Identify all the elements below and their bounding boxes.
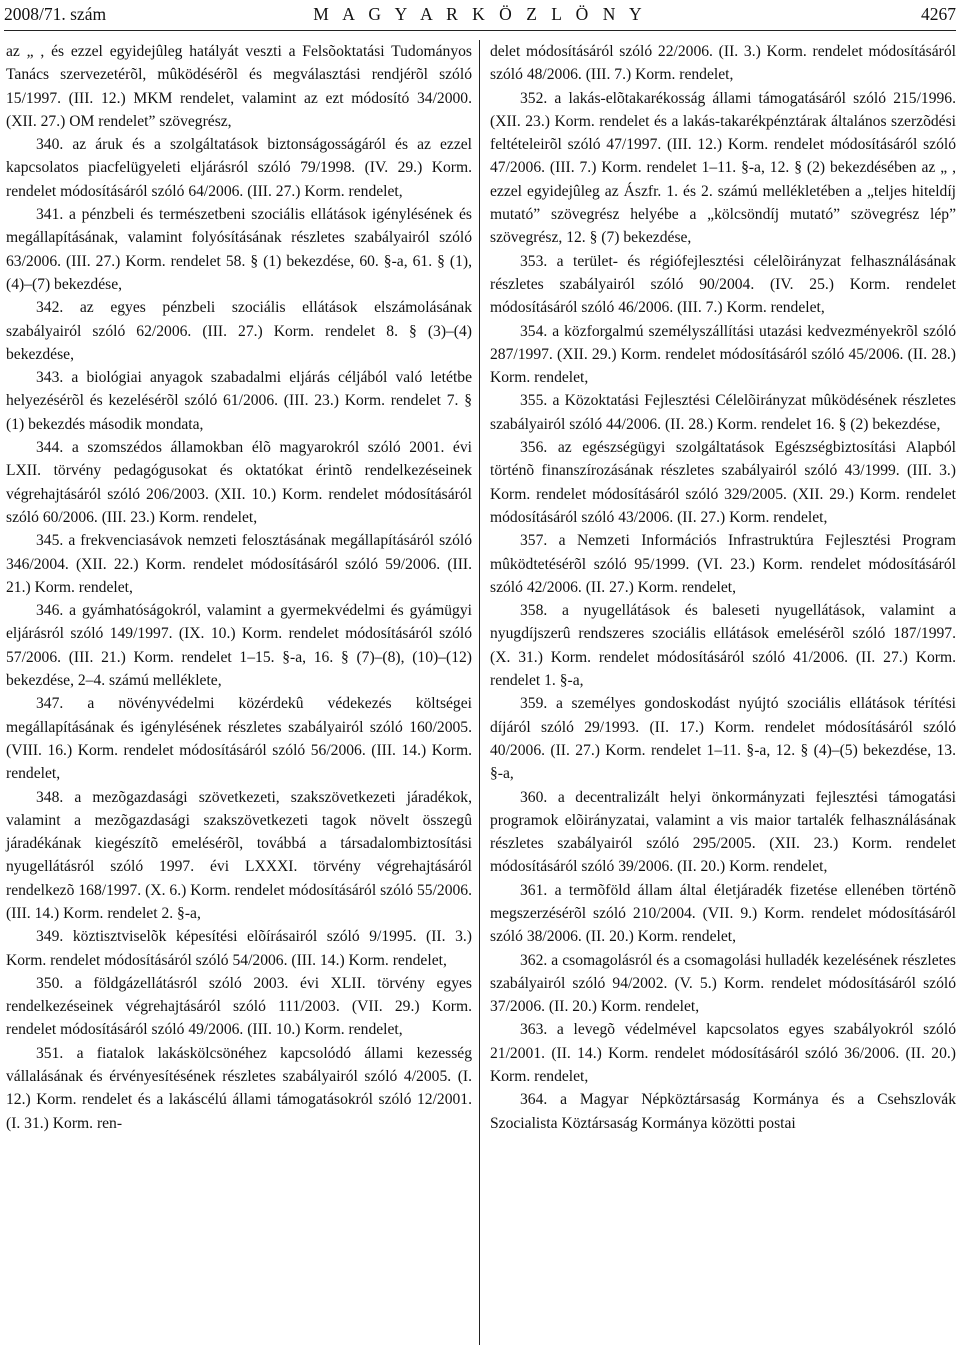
publication-title: M A G Y A R K Ö Z L Ö N Y: [313, 4, 647, 24]
list-item: 344. a szomszédos államokban élõ magyarokról szóló 2001. évi LXII. törvény pedagógusokat és oktatókat érintõ rendelkezéseinek végrehajtásáról szóló 206/2003. (XII. 10.) Korm. rendelet módosításáról szóló 60/2006. (III. 23.) Korm. rendelet,: [6, 439, 472, 526]
list-item: az „ , és ezzel egyidejûleg hatályát veszti a Felsõoktatási Tudományos Tanács szervezetérõl, mûködésérõl és megválasztási rendjérõl szóló 15/1997. (III. 12.) MKM rendelet, valamint az ezt módosító 34/2000. (XII. 27.) OM rendelet” szövegrész,: [6, 43, 472, 130]
list-item: 348. a mezõgazdasági szövetkezeti, szakszövetkezeti járadékok, valamint a mezõgazdasági szakszövetkezeti tagok növelt összegû járadékának kiegészítõ emelésérõl, továbbá a társadalombiztosítási nyugellátásról szóló 1997. évi LXXXI. törvény végrehajtásáról rendelkezõ 168/1997. (X. 6.) Korm. rendelet módosításáról szóló 55/2006. (III. 14.) Korm. rendelet 2. §-a,: [6, 788, 472, 922]
page-number: 4267: [921, 4, 956, 24]
page-header: [4, 4, 956, 31]
list-item: 360. a decentralizált helyi önkormányzati fejlesztési támogatási programok elõirányzatai, valamint a vis maior tartalék felhasználásának részletes szabályairól szóló 295/2005. (XII. 23.) Korm. rendelet módosításáról szóló 39/2006. (II. 20.) Korm. rendelet,: [490, 788, 956, 876]
list-item: delet módosításáról szóló 22/2006. (II. 3.) Korm. rendelet módosításáról szóló 48/2006. (III. 7.) Korm. rendelet,: [490, 43, 956, 84]
list-item: 361. a termõföld állam által életjáradék fizetése ellenében történõ megszerzésérõl szóló 210/2004. (VII. 9.) Korm. rendelet módosításáról szóló 38/2006. (II. 20.) Korm. rendelet,: [490, 881, 956, 946]
list-item: 359. a személyes gondoskodást nyújtó szociális ellátások térítési díjáról szóló 29/1993. (II. 17.) Korm. rendelet módosításáról szóló 40/2006. (II. 27.) Korm. rendelet 1–11. §-a, 12. § (4)–(5) bekezdése, 13. §-a,: [490, 695, 956, 783]
list-item: 353. a terület- és régiófejlesztési célelõirányzat felhasználásának részletes szabályairól szóló 90/2004. (IV. 25.) Korm. rendelet módosításáról szóló 46/2006. (III. 7.) Korm. rendelet,: [490, 252, 956, 317]
list-item: 357. a Nemzeti Információs Infrastruktúra Fejlesztési Program mûködtetésérõl szóló 95/1999. (VI. 23.) Korm. rendelet módosításáról szóló 42/2006. (II. 27.) Korm. rendelet,: [490, 532, 956, 596]
list-item: 358. a nyugellátások és baleseti nyugellátások, valamint a nyugdíjszerû rendszeres szociális ellátások emelésérõl szóló 187/1997. (X. 31.) Korm. rendelet módosításáról szóló 41/2006. (II. 27.) Korm. rendelet 1. §-a,: [490, 602, 956, 690]
list-item: 349. köztisztviselõk képesítési elõírásairól szóló 9/1995. (II. 3.) Korm. rendelet módosításáról szóló 54/2006. (III. 14.) Korm. rendelet,: [6, 928, 472, 969]
list-item: 364. a Magyar Népköztársaság Kormánya és a Csehszlovák Szocialista Köztársaság Kormánya közötti postai: [490, 1091, 956, 1132]
list-item: 350. a földgázellátásról szóló 2003. évi XLII. törvény egyes rendelkezéseinek végrehajtásáról szóló 111/2003. (VII. 29.) Korm. rendelet módosításáról szóló 49/2006. (III. 10.) Korm. rendelet,: [6, 974, 472, 1039]
list-item: 356. az egészségügyi szolgáltatások Egészségbiztosítási Alapból történõ finanszírozásának részletes szabályairól szóló 43/1999. (III. 3.) Korm. rendelet módosításáról szóló 329/2005. (XII. 29.) Korm. rendelet módosításáról szóló 43/2006. (II. 27.) Korm. rendelet,: [490, 439, 956, 526]
list-item: 351. a fiatalok lakáskölcsönéhez kapcsolódó állami kezesség vállalásának és érvényesítésének részletes szabályairól szóló 4/2005. (I. 12.) Korm. rendelet és a lakáscélú állami támogatásokról szóló 12/2001. (I. 31.) Korm. ren-: [6, 1044, 472, 1132]
list-item: 363. a levegõ védelmével kapcsolatos egyes szabályokról szóló 21/2001. (II. 14.) Korm. rendelet módosításáról szóló 36/2006. (II. 20.) Korm. rendelet,: [490, 1021, 956, 1086]
list-item: 343. a biológiai anyagok szabadalmi eljárás céljából való letétbe helyezésérõl és kezelésérõl szóló 61/2006. (III. 23.) Korm. rendelet 7. § (1) bekezdés második mondata,: [6, 369, 472, 433]
list-item: 346. a gyámhatóságokról, valamint a gyermekvédelmi és gyámügyi eljárásról szóló 149/1997. (IX. 10.) Korm. rendelet módosításáról szóló 57/2006. (III. 21.) Korm. rendelet 1–15. §-a, 16. § (7)–(8), (10)–(12) bekezdése, 2–4. számú melléklete,: [6, 602, 472, 690]
list-item: 362. a csomagolásról és a csomagolási hulladék kezelésének részletes szabályairól szóló 94/2002. (V. 5.) Korm. rendelet módosításáról szóló 37/2006. (II. 20.) Korm. rendelet,: [490, 951, 956, 1016]
issue-number: 2008/71. szám: [4, 4, 107, 24]
list-item: 345. a frekvenciasávok nemzeti felosztásának megállapításáról szóló 346/2004. (XII. 22.) Korm. rendelet módosításáról szóló 59/2006. (III. 21.) Korm. rendelet,: [6, 532, 472, 596]
list-item: 352. a lakás-elõtakarékosság állami támogatásáról szóló 215/1996. (XII. 23.) Korm. rendelet és a lakás-takarékpénztárak általános szerzõdési feltételeirõl szóló 47/1997. (III. 12.) Korm. rendelet módosításáról szóló 47/2006. (III. 7.) Korm. rendelet 1–11. §-a, 12. § (2) bekezdésében az „ , ezzel egyidejûleg az Ászfr. 1. és 2. számú mellékletében a „teljes hiteldíj mutató” szövegrész helyébe a „kölcsöndíj mutató” szövegrész lép” szövegrész, 12. § (7) bekezdése,: [490, 89, 956, 247]
list-item: 341. a pénzbeli és természetbeni szociális ellátások igénylésének és megállapításának, valamint folyósításának részletes szabályairól szóló 63/2006. (III. 27.) Korm. rendelet 58. § (1) bekezdése, 60. §-a, 61. § (1), (4)–(7) bekezdése,: [6, 206, 472, 293]
list-item: 355. a Közoktatási Fejlesztési Célelõirányzat mûködésének részletes szabályairól szóló 44/2006. (II. 28.) Korm. rendelet 16. § (2) bekezdése,: [490, 392, 956, 433]
column-divider: [479, 40, 480, 1345]
list-item: 340. az áruk és a szolgáltatások biztonságosságáról és az ezzel kapcsolatos piacfelügyeleti eljárásról szóló 79/1998. (IV. 29.) Korm. rendelet módosításáról szóló 64/2006. (III. 27.) Korm. rendelet,: [6, 136, 472, 200]
list-item: 342. az egyes pénzbeli szociális ellátások elszámolásának szabályairól szóló 62/2006. (III. 27.) Korm. rendelet 8. § (3)–(4) bekezdése,: [6, 299, 472, 363]
left-column: [6, 40, 472, 1135]
right-column: [490, 40, 956, 1135]
list-item: 347. a növényvédelmi közérdekû védekezés költségei megállapításának és igénylésének részletes szabályairól szóló 160/2005. (VIII. 16.) Korm. rendelet módosításáról szóló 56/2006. (III. 14.) Korm. rendelet,: [6, 695, 472, 783]
list-item: 354. a közforgalmú személyszállítási utazási kedvezményekrõl szóló 287/1997. (XII. 29.) Korm. rendelet módosításáról szóló 45/2006. (II. 28.) Korm. rendelet,: [490, 322, 956, 387]
